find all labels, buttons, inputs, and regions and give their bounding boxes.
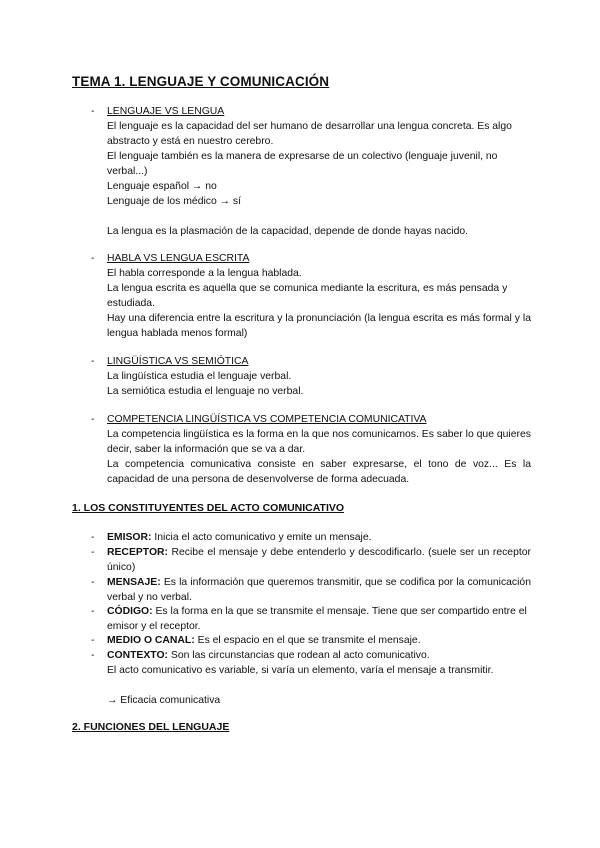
section-2-heading: 2. FUNCIONES DEL LENGUAJE — [72, 721, 230, 733]
bullet-dash: - — [91, 532, 95, 543]
bullet-dash: - — [91, 253, 95, 264]
bullet-dash: - — [91, 547, 95, 558]
topic-line: El habla corresponde a la lengua hablada. — [107, 268, 302, 279]
term: RECEPTOR: — [107, 547, 169, 558]
term: CÓDIGO: — [107, 606, 153, 617]
topic-lenguaje-vs-lengua — [91, 104, 531, 239]
list-item-receptor — [91, 545, 531, 575]
topic-competencia — [91, 412, 531, 487]
list-item-mensaje — [91, 575, 531, 605]
definition: Es la forma en la que se transmite el mensaje. Tiene que ser compartido entre el emisor y el receptor. — [107, 606, 527, 632]
conclusion-line: → Eficacia comunicativa — [107, 695, 221, 706]
topic-heading: COMPETENCIA LINGÜÍSTICA VS COMPETENCIA COMUNICATIVA — [107, 414, 427, 425]
topic-line: Lenguaje español → no — [107, 181, 217, 192]
topic-linguistica-vs-semiotica — [91, 354, 531, 399]
bullet-dash: - — [91, 650, 95, 661]
term: MEDIO O CANAL: — [107, 635, 195, 646]
bullet-dash: - — [91, 635, 95, 646]
bullet-dash: - — [91, 356, 95, 367]
bullet-dash: - — [91, 606, 95, 617]
topic-habla-vs-lengua-escrita — [91, 251, 531, 341]
definition: Recibe el mensaje y debe entenderlo y descodificarlo. (suele ser un receptor único) — [107, 547, 531, 573]
term: MENSAJE: — [107, 577, 161, 588]
topic-line: Lenguaje de los médico → sí — [107, 196, 242, 207]
topic-line: El lenguaje es la capacidad del ser humano de desarrollar una lengua concreta. Es algo abstracto y está en nuestro cerebro. — [107, 121, 512, 147]
term: EMISOR: — [107, 532, 152, 543]
topic-line: La lengua escrita es aquella que se comunica mediante la escritura, es más pensada y estudiada. — [107, 283, 508, 309]
list-item-codigo — [91, 604, 531, 634]
topic-line: La semiótica estudia el lenguaje no verbal. — [107, 386, 304, 397]
topic-heading: HABLA VS LENGUA ESCRITA — [107, 253, 250, 264]
list-item-contexto — [91, 648, 531, 708]
bullet-dash: - — [91, 106, 95, 117]
list-item-medio-canal — [91, 633, 531, 648]
topic-line: La competencia lingüística es la forma en la que nos comunicamos. Es saber lo que quieres decir, saber la información que se va a dar. — [107, 429, 531, 455]
topic-line: La competencia comunicativa consiste en saber expresarse, el tono de voz... Es la capacidad de una persona de desenvolverse de forma adecuada. — [107, 459, 531, 485]
definition: Inicia el acto comunicativo y emite un mensaje. — [151, 532, 372, 543]
topic-heading: LINGÜÍSTICA VS SEMIÓTICA — [107, 356, 249, 367]
term: CONTEXTO: — [107, 650, 168, 661]
section-1-heading: 1. LOS CONSTITUYENTES DEL ACTO COMUNICATIVO — [72, 502, 345, 514]
topic-heading: LENGUAJE VS LENGUA — [107, 106, 225, 117]
bullet-dash: - — [91, 414, 95, 425]
after-line: El acto comunicativo es variable, si varía un elemento, varía el mensaje a transmitir. — [107, 665, 494, 676]
topic-line: La lingüística estudia el lenguaje verbal. — [107, 371, 292, 382]
topic-line: Hay una diferencia entre la escritura y la pronunciación (la lengua escrita es más formal y la lengua hablada menos formal) — [107, 313, 531, 339]
definition: Es el espacio en el que se transmite el mensaje. — [194, 635, 421, 646]
topic-line: La lengua es la plasmación de la capacidad, depende de donde hayas nacido. — [107, 226, 469, 237]
page-title: TEMA 1. LENGUAJE Y COMUNICACIÓN — [72, 74, 330, 89]
list-item-emisor — [91, 530, 531, 545]
topic-line: El lenguaje también es la manera de expresarse de un colectivo (lenguaje juvenil, no verbal...) — [107, 151, 498, 177]
definition: Es la información que queremos transmitir, que se codifica por la comunicación verbal y no verbal. — [107, 577, 531, 603]
definition: Son las circunstancias que rodean al acto comunicativo. — [168, 650, 430, 661]
bullet-dash: - — [91, 577, 95, 588]
